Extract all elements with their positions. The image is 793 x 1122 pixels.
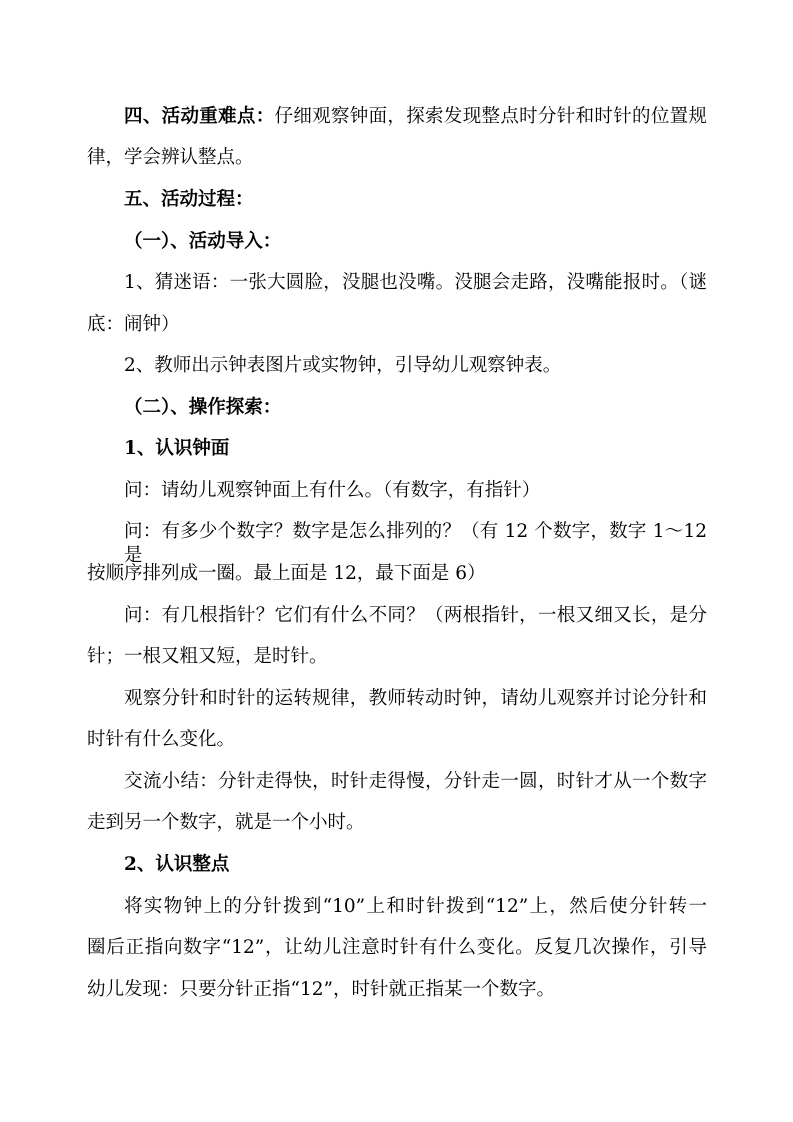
observation-line-2: 时针有什么变化。 [87, 729, 236, 750]
section-4-line-1 [124, 105, 707, 129]
question-2-line-1: 问：有多少个数字？数字是怎么排列的？（有 12 个数字，数字 1～12 是 [124, 521, 707, 566]
section-4-text: 仔细观察钟面，探索发现整点时分针和时针的位置规 [274, 106, 707, 127]
question-1: 问：请幼儿观察钟面上有什么。（有数字，有指针） [124, 480, 541, 501]
step-2-paragraph: 2、教师出示钟表图片或实物钟，引导幼儿观察钟表。 [124, 355, 562, 376]
operation-line-1: 将实物钟上的分针拨到“10”上和时针拨到“12”上，然后使分针转一 [124, 896, 707, 917]
section-4-heading: 四、活动重难点： [124, 106, 275, 127]
question-3-line-2: 针；一根又粗又短，是时针。 [87, 646, 328, 667]
part-1-heading: （一）、活动导入： [124, 231, 282, 252]
operation-line-2: 圈后正指向数字“12”，让幼儿注意时针有什么变化。反复几次操作，引导 [87, 937, 707, 958]
riddle-line-1: 1、猜迷语：一张大圆脸，没腿也没嘴。没腿会走路，没嘴能报时。（谜 [124, 272, 707, 293]
sub-1-heading: 1、认识钟面 [124, 438, 230, 459]
section-4-line-2: 律，学会辨认整点。 [87, 147, 254, 168]
question-2-line-2: 按顺序排列成一圈。最上面是 12，最下面是 6） [87, 563, 486, 584]
summary-line-2: 走到另一个数字，就是一个小时。 [87, 812, 365, 833]
question-3-line-1: 问：有几根指针？它们有什么不同？（两根指针，一根又细又长，是分 [124, 605, 707, 626]
riddle-line-2: 底：闹钟） [87, 314, 180, 335]
operation-line-3: 幼儿发现：只要分针正指“12”，时针就正指某一个数字。 [87, 979, 555, 1000]
section-5-heading: 五、活动过程： [124, 189, 254, 210]
summary-line-1: 交流小结：分针走得快，时针走得慢，分针走一圆，时针才从一个数字 [124, 771, 707, 792]
sub-2-heading: 2、认识整点 [124, 854, 230, 875]
part-2-heading: （二）、操作探索： [124, 397, 282, 418]
observation-line-1: 观察分针和时针的运转规律，教师转动时钟，请幼儿观察并讨论分针和 [124, 688, 707, 709]
